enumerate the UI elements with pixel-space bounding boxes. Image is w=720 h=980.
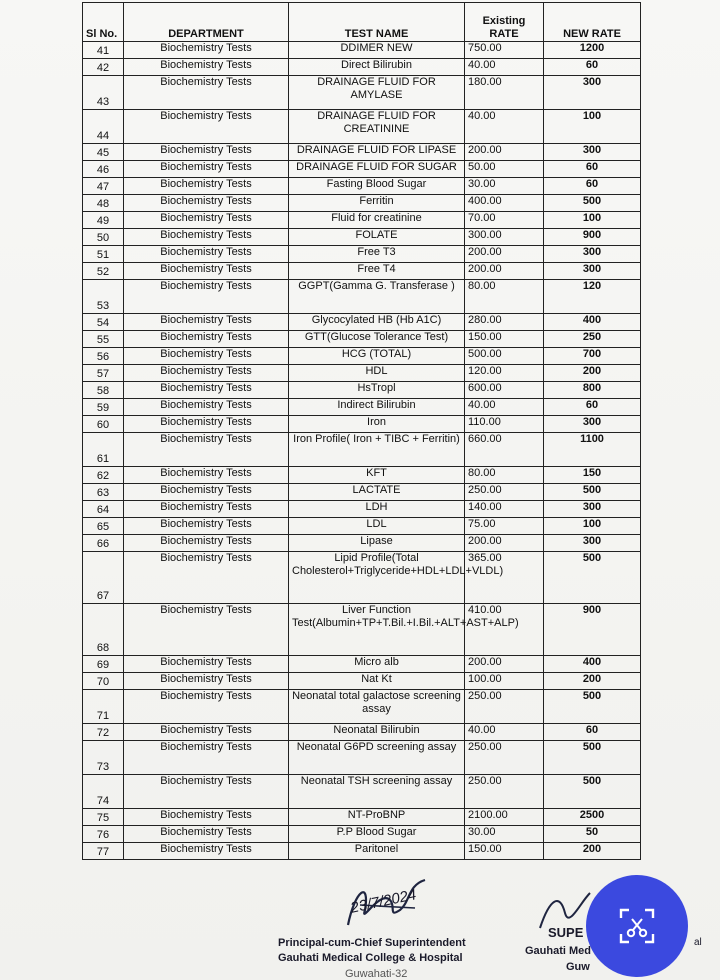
row-sl-no: 71 (83, 690, 124, 724)
table-row (83, 826, 641, 843)
table-row (83, 280, 641, 314)
row-new-rate: 60 (544, 178, 641, 195)
row-test-name: Free T3 (289, 246, 465, 263)
table-row (83, 741, 641, 775)
row-new-rate: 400 (544, 656, 641, 673)
row-department: Biochemistry Tests (124, 826, 289, 843)
row-new-rate: 300 (544, 246, 641, 263)
table-row (83, 809, 641, 826)
row-sl-no: 50 (83, 229, 124, 246)
row-department: Biochemistry Tests (124, 809, 289, 826)
row-sl-no: 57 (83, 365, 124, 382)
row-sl-no: 65 (83, 518, 124, 535)
row-department: Biochemistry Tests (124, 399, 289, 416)
row-test-name: Lipid Profile(Total Cholesterol+Triglyceride+HDL+LDL+VLDL) (289, 552, 465, 604)
row-existing-rate: 110.00 (465, 416, 544, 433)
header-test-name: TEST NAME (289, 3, 465, 42)
row-test-name: DDIMER NEW (289, 42, 465, 59)
row-sl-no: 60 (83, 416, 124, 433)
table-row (83, 161, 641, 178)
row-existing-rate: 500.00 (465, 348, 544, 365)
row-existing-rate: 280.00 (465, 314, 544, 331)
row-department: Biochemistry Tests (124, 212, 289, 229)
row-new-rate: 300 (544, 535, 641, 552)
row-department: Biochemistry Tests (124, 673, 289, 690)
row-department: Biochemistry Tests (124, 314, 289, 331)
row-department: Biochemistry Tests (124, 195, 289, 212)
row-department: Biochemistry Tests (124, 76, 289, 110)
row-existing-rate: 600.00 (465, 382, 544, 399)
row-new-rate: 200 (544, 843, 641, 860)
row-department: Biochemistry Tests (124, 501, 289, 518)
row-new-rate: 900 (544, 229, 641, 246)
row-sl-no: 48 (83, 195, 124, 212)
table-row (83, 399, 641, 416)
row-sl-no: 70 (83, 673, 124, 690)
stamp-designation: Principal-cum-Chief Superintendent (278, 937, 466, 949)
row-test-name: HDL (289, 365, 465, 382)
row-sl-no: 64 (83, 501, 124, 518)
row-department: Biochemistry Tests (124, 178, 289, 195)
row-existing-rate: 150.00 (465, 331, 544, 348)
row-test-name: Neonatal TSH screening assay (289, 775, 465, 809)
table-row (83, 195, 641, 212)
table-row (83, 552, 641, 604)
row-sl-no: 42 (83, 59, 124, 76)
row-existing-rate: 70.00 (465, 212, 544, 229)
table-row (83, 348, 641, 365)
row-test-name: Fluid for creatinine (289, 212, 465, 229)
table-row (83, 724, 641, 741)
row-department: Biochemistry Tests (124, 416, 289, 433)
row-new-rate: 100 (544, 110, 641, 144)
row-existing-rate: 200.00 (465, 656, 544, 673)
row-sl-no: 75 (83, 809, 124, 826)
table-row (83, 331, 641, 348)
row-test-name: Iron (289, 416, 465, 433)
row-test-name: DRAINAGE FLUID FOR LIPASE (289, 144, 465, 161)
row-test-name: LDH (289, 501, 465, 518)
row-existing-rate: 250.00 (465, 690, 544, 724)
row-department: Biochemistry Tests (124, 775, 289, 809)
row-department: Biochemistry Tests (124, 59, 289, 76)
row-sl-no: 47 (83, 178, 124, 195)
header-sl-no: Sl No. (83, 3, 124, 42)
table-row (83, 365, 641, 382)
row-new-rate: 500 (544, 552, 641, 604)
table-row (83, 263, 641, 280)
table-row (83, 501, 641, 518)
row-existing-rate: 75.00 (465, 518, 544, 535)
row-existing-rate: 200.00 (465, 263, 544, 280)
row-existing-rate: 300.00 (465, 229, 544, 246)
stamp-right-city: Guw (566, 961, 590, 973)
row-sl-no: 56 (83, 348, 124, 365)
row-new-rate: 500 (544, 775, 641, 809)
row-department: Biochemistry Tests (124, 280, 289, 314)
row-existing-rate: 140.00 (465, 501, 544, 518)
table-row (83, 484, 641, 501)
row-sl-no: 43 (83, 76, 124, 110)
row-new-rate: 500 (544, 741, 641, 775)
row-new-rate: 300 (544, 501, 641, 518)
row-existing-rate: 200.00 (465, 535, 544, 552)
row-department: Biochemistry Tests (124, 382, 289, 399)
table-row (83, 843, 641, 860)
table-row (83, 673, 641, 690)
row-existing-rate: 250.00 (465, 741, 544, 775)
stamp-city: Guwahati-32 (345, 968, 408, 980)
row-new-rate: 500 (544, 690, 641, 724)
table-header-row (83, 3, 641, 42)
stamp-right-title: SUPE (548, 925, 584, 940)
row-existing-rate: 365.00 (465, 552, 544, 604)
row-existing-rate: 150.00 (465, 843, 544, 860)
row-test-name: Neonatal G6PD screening assay (289, 741, 465, 775)
table-row (83, 775, 641, 809)
row-test-name: GTT(Glucose Tolerance Test) (289, 331, 465, 348)
scissors-crop-icon (617, 906, 657, 946)
row-department: Biochemistry Tests (124, 229, 289, 246)
row-department: Biochemistry Tests (124, 331, 289, 348)
row-department: Biochemistry Tests (124, 604, 289, 656)
table-row (83, 604, 641, 656)
row-department: Biochemistry Tests (124, 110, 289, 144)
row-department: Biochemistry Tests (124, 843, 289, 860)
row-sl-no: 55 (83, 331, 124, 348)
table-row (83, 656, 641, 673)
row-existing-rate: 410.00 (465, 604, 544, 656)
row-existing-rate: 50.00 (465, 161, 544, 178)
row-new-rate: 60 (544, 724, 641, 741)
row-department: Biochemistry Tests (124, 552, 289, 604)
row-sl-no: 77 (83, 843, 124, 860)
table-row (83, 59, 641, 76)
row-department: Biochemistry Tests (124, 365, 289, 382)
row-department: Biochemistry Tests (124, 535, 289, 552)
row-new-rate: 300 (544, 263, 641, 280)
row-new-rate: 800 (544, 382, 641, 399)
row-test-name: Free T4 (289, 263, 465, 280)
row-existing-rate: 80.00 (465, 280, 544, 314)
row-sl-no: 61 (83, 433, 124, 467)
row-sl-no: 62 (83, 467, 124, 484)
row-department: Biochemistry Tests (124, 741, 289, 775)
row-department: Biochemistry Tests (124, 246, 289, 263)
table-row (83, 178, 641, 195)
row-new-rate: 500 (544, 195, 641, 212)
row-test-name: LDL (289, 518, 465, 535)
row-test-name: HsTropl (289, 382, 465, 399)
table-row (83, 467, 641, 484)
row-test-name: DRAINAGE FLUID FOR SUGAR (289, 161, 465, 178)
row-sl-no: 46 (83, 161, 124, 178)
row-new-rate: 400 (544, 314, 641, 331)
row-sl-no: 41 (83, 42, 124, 59)
row-department: Biochemistry Tests (124, 484, 289, 501)
row-department: Biochemistry Tests (124, 656, 289, 673)
row-department: Biochemistry Tests (124, 518, 289, 535)
table-row (83, 416, 641, 433)
table-row (83, 246, 641, 263)
row-new-rate: 60 (544, 161, 641, 178)
row-new-rate: 200 (544, 365, 641, 382)
row-sl-no: 73 (83, 741, 124, 775)
row-new-rate: 2500 (544, 809, 641, 826)
row-test-name: Glycocylated HB (Hb A1C) (289, 314, 465, 331)
row-new-rate: 500 (544, 484, 641, 501)
table-row (83, 229, 641, 246)
row-sl-no: 52 (83, 263, 124, 280)
table-row (83, 382, 641, 399)
table-row (83, 314, 641, 331)
row-existing-rate: 250.00 (465, 484, 544, 501)
row-department: Biochemistry Tests (124, 144, 289, 161)
row-test-name: Paritonel (289, 843, 465, 860)
row-department: Biochemistry Tests (124, 433, 289, 467)
row-test-name: P.P Blood Sugar (289, 826, 465, 843)
table-row (83, 76, 641, 110)
row-department: Biochemistry Tests (124, 467, 289, 484)
header-existing-rate: Existing RATE (465, 3, 544, 42)
rate-table (82, 2, 641, 860)
row-existing-rate: 40.00 (465, 110, 544, 144)
row-sl-no: 45 (83, 144, 124, 161)
row-sl-no: 63 (83, 484, 124, 501)
row-existing-rate: 180.00 (465, 76, 544, 110)
row-new-rate: 300 (544, 76, 641, 110)
row-test-name: Indirect Bilirubin (289, 399, 465, 416)
row-sl-no: 49 (83, 212, 124, 229)
row-test-name: Lipase (289, 535, 465, 552)
row-existing-rate: 120.00 (465, 365, 544, 382)
table-body (83, 42, 641, 860)
row-department: Biochemistry Tests (124, 690, 289, 724)
table-row (83, 144, 641, 161)
row-existing-rate: 750.00 (465, 42, 544, 59)
row-test-name: Iron Profile( Iron + TIBC + Ferritin) (289, 433, 465, 467)
row-sl-no: 58 (83, 382, 124, 399)
row-sl-no: 53 (83, 280, 124, 314)
row-existing-rate: 40.00 (465, 724, 544, 741)
row-test-name: Fasting Blood Sugar (289, 178, 465, 195)
row-existing-rate: 200.00 (465, 246, 544, 263)
row-department: Biochemistry Tests (124, 42, 289, 59)
row-test-name: NT-ProBNP (289, 809, 465, 826)
row-sl-no: 59 (83, 399, 124, 416)
row-existing-rate: 40.00 (465, 59, 544, 76)
row-test-name: GGPT(Gamma G. Transferase ) (289, 280, 465, 314)
row-department: Biochemistry Tests (124, 161, 289, 178)
row-test-name: Micro alb (289, 656, 465, 673)
row-sl-no: 66 (83, 535, 124, 552)
row-sl-no: 67 (83, 552, 124, 604)
row-new-rate: 300 (544, 144, 641, 161)
table-row (83, 42, 641, 59)
header-new-rate: NEW RATE (544, 3, 641, 42)
table-row (83, 212, 641, 229)
row-new-rate: 150 (544, 467, 641, 484)
row-test-name: LACTATE (289, 484, 465, 501)
row-sl-no: 74 (83, 775, 124, 809)
row-existing-rate: 660.00 (465, 433, 544, 467)
row-new-rate: 120 (544, 280, 641, 314)
row-new-rate: 250 (544, 331, 641, 348)
header-department: DEPARTMENT (124, 3, 289, 42)
row-test-name: Nat Kt (289, 673, 465, 690)
row-sl-no: 72 (83, 724, 124, 741)
table-row (83, 535, 641, 552)
row-new-rate: 300 (544, 416, 641, 433)
row-sl-no: 54 (83, 314, 124, 331)
row-test-name: Neonatal Bilirubin (289, 724, 465, 741)
row-existing-rate: 30.00 (465, 826, 544, 843)
row-test-name: DRAINAGE FLUID FOR CREATININE (289, 110, 465, 144)
row-test-name: DRAINAGE FLUID FOR AMYLASE (289, 76, 465, 110)
row-sl-no: 76 (83, 826, 124, 843)
row-new-rate: 1200 (544, 42, 641, 59)
row-test-name: FOLATE (289, 229, 465, 246)
row-existing-rate: 2100.00 (465, 809, 544, 826)
row-new-rate: 700 (544, 348, 641, 365)
row-department: Biochemistry Tests (124, 724, 289, 741)
row-new-rate: 50 (544, 826, 641, 843)
row-department: Biochemistry Tests (124, 348, 289, 365)
row-existing-rate: 250.00 (465, 775, 544, 809)
row-new-rate: 60 (544, 399, 641, 416)
row-new-rate: 100 (544, 518, 641, 535)
row-test-name: Direct Bilirubin (289, 59, 465, 76)
row-test-name: Liver Function Test(Albumin+TP+T.Bil.+I.Bil.+ALT+AST+ALP) (289, 604, 465, 656)
row-existing-rate: 400.00 (465, 195, 544, 212)
table-row (83, 110, 641, 144)
row-test-name: Neonatal total galactose screening assay (289, 690, 465, 724)
row-sl-no: 51 (83, 246, 124, 263)
row-new-rate: 900 (544, 604, 641, 656)
row-existing-rate: 200.00 (465, 144, 544, 161)
stamp-right-edge: al (694, 937, 702, 948)
signature-date: 23/7/2024 (348, 886, 418, 917)
row-test-name: KFT (289, 467, 465, 484)
table-row (83, 690, 641, 724)
row-test-name: Ferritin (289, 195, 465, 212)
screenshot-crop-button[interactable] (586, 875, 688, 977)
row-new-rate: 1100 (544, 433, 641, 467)
stamp-right-institution: Gauhati Med (525, 945, 592, 957)
row-department: Biochemistry Tests (124, 263, 289, 280)
table-row (83, 518, 641, 535)
row-existing-rate: 80.00 (465, 467, 544, 484)
row-test-name: HCG (TOTAL) (289, 348, 465, 365)
row-new-rate: 200 (544, 673, 641, 690)
row-sl-no: 68 (83, 604, 124, 656)
row-new-rate: 60 (544, 59, 641, 76)
row-new-rate: 100 (544, 212, 641, 229)
row-existing-rate: 30.00 (465, 178, 544, 195)
table-row (83, 433, 641, 467)
row-sl-no: 44 (83, 110, 124, 144)
row-existing-rate: 40.00 (465, 399, 544, 416)
row-existing-rate: 100.00 (465, 673, 544, 690)
row-sl-no: 69 (83, 656, 124, 673)
stamp-institution: Gauhati Medical College & Hospital (278, 952, 463, 964)
